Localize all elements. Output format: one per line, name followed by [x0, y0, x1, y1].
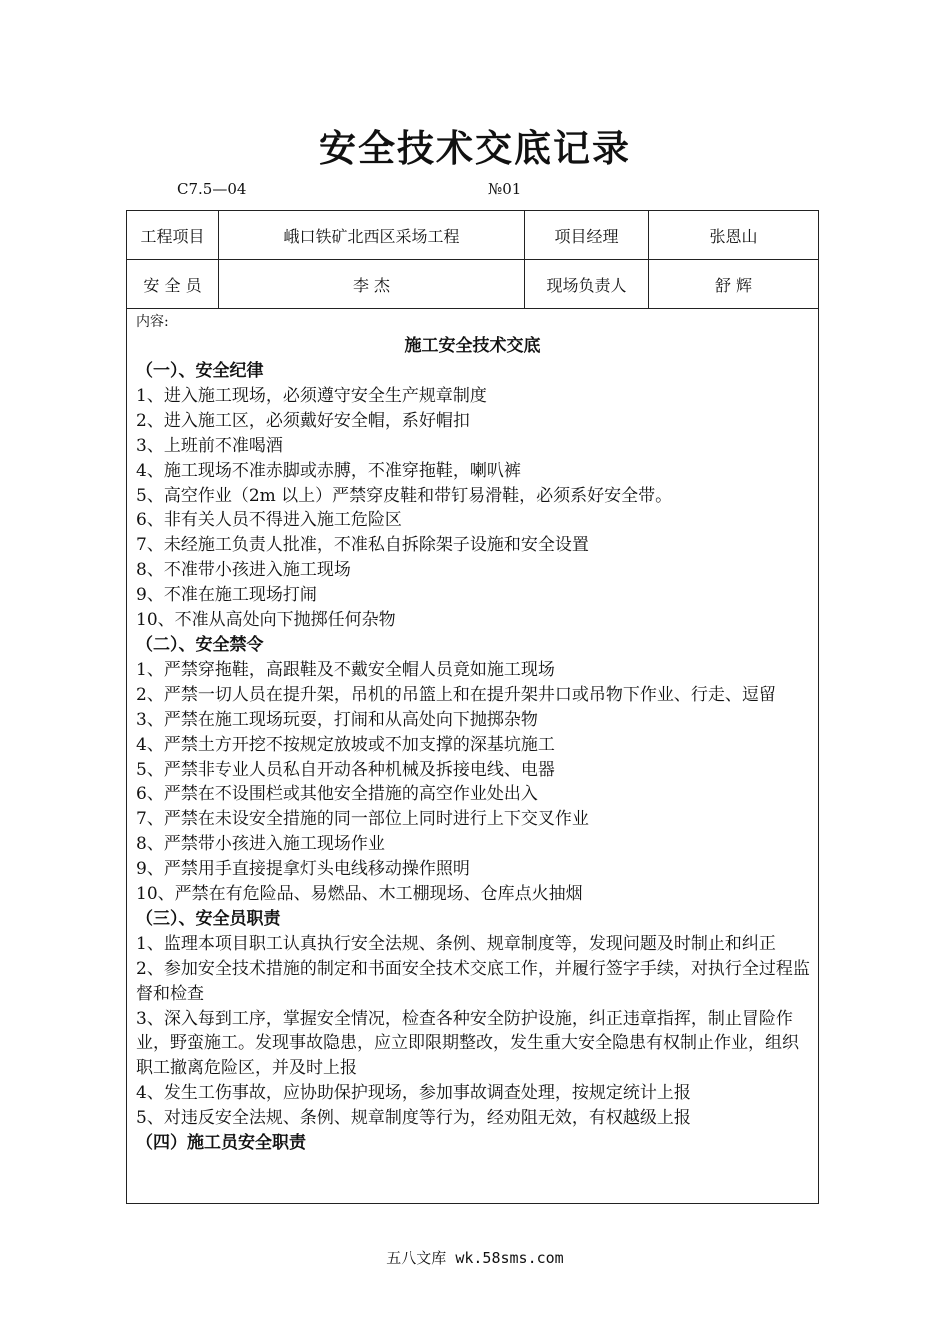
list-item: 3、深入每到工序，掌握安全情况，检查各种安全防护设施，纠正违章指挥，制止冒险作业，野蛮施工。发现事故隐患，应立即限期整改，发生重大安全隐患有权制止作业，组织职工撤离危险区，并及时上报 — [136, 1008, 799, 1079]
list-item: 10、不准从高处向下抛掷任何杂物 — [136, 610, 396, 631]
document-number: №01 — [488, 180, 522, 198]
project-label: 工程项目 — [127, 211, 219, 260]
list-item: 5、严禁非专业人员私自开动各种机械及拆接电线、电器 — [136, 759, 555, 780]
content-subtitle: 施工安全技术交底 — [404, 336, 541, 356]
site-leader-value: 舒 辉 — [649, 260, 819, 309]
list-item: 2、参加安全技术措施的制定和书面安全技术交底工作，并履行签字手续，对执行全过程监督和检查 — [136, 958, 810, 1004]
manager-value: 张恩山 — [649, 211, 819, 260]
list-item: 1、进入施工现场，必须遵守安全生产规章制度 — [136, 385, 487, 406]
info-table — [126, 210, 819, 309]
section-heading: （四）施工员安全职责 — [136, 1133, 306, 1154]
content-label: 内容: — [136, 314, 169, 330]
document-code: C7.5—04 — [177, 180, 247, 198]
section-heading: （三）、安全员职责 — [136, 908, 281, 929]
list-item: 5、高空作业（2m 以上）严禁穿皮鞋和带钉易滑鞋，必须系好安全带。 — [136, 485, 673, 506]
list-item: 1、严禁穿拖鞋，高跟鞋及不戴安全帽人员竟如施工现场 — [136, 659, 555, 680]
list-item: 2、严禁一切人员在提升架，吊机的吊篮上和在提升架井口或吊物下作业、行走、逗留 — [136, 684, 776, 705]
list-item: 4、严禁土方开挖不按规定放坡或不加支撑的深基坑施工 — [136, 734, 555, 755]
safety-officer-label: 安 全 员 — [127, 260, 219, 309]
info-row — [127, 260, 819, 309]
site-leader-label: 现场负责人 — [525, 260, 649, 309]
safety-officer-value: 李 杰 — [219, 260, 525, 309]
list-item: 4、发生工伤事故，应协助保护现场，参加事故调查处理，按规定统计上报 — [136, 1083, 691, 1104]
info-row — [127, 211, 819, 260]
list-item: 6、非有关人员不得进入施工危险区 — [136, 510, 402, 531]
project-value: 峨口铁矿北西区采场工程 — [219, 211, 525, 260]
list-item: 3、严禁在施工现场玩耍，打闹和从高处向下抛掷杂物 — [136, 709, 538, 730]
list-item: 4、施工现场不准赤脚或赤膊，不准穿拖鞋，喇叭裤 — [136, 460, 521, 481]
list-item: 10、严禁在有危险品、易燃品、木工棚现场、仓库点火抽烟 — [136, 884, 583, 905]
list-item: 1、监理本项目职工认真执行安全法规、条例、规章制度等，发现问题及时制止和纠正 — [136, 933, 776, 954]
content-section — [126, 307, 819, 1204]
list-item: 3、上班前不准喝酒 — [136, 435, 283, 456]
list-item: 7、严禁在未设安全措施的同一部位上同时进行上下交叉作业 — [136, 809, 589, 830]
footer-watermark: 五八文库 wk.58sms.com — [386, 1249, 564, 1267]
list-item: 8、不准带小孩进入施工现场 — [136, 560, 351, 581]
section-heading: （二）、安全禁令 — [136, 634, 264, 655]
list-item: 2、进入施工区，必须戴好安全帽，系好帽扣 — [136, 410, 470, 431]
list-item: 9、严禁用手直接提拿灯头电线移动操作照明 — [136, 859, 470, 880]
section-heading: （一）、安全纪律 — [136, 361, 264, 381]
list-item: 6、严禁在不设围栏或其他安全措施的高空作业处出入 — [136, 784, 538, 805]
content-body — [127, 359, 818, 1156]
list-item: 8、严禁带小孩进入施工现场作业 — [136, 834, 385, 855]
document-title: 安全技术交底记录 — [319, 126, 631, 170]
list-item: 5、对违反安全法规、条例、规章制度等行为，经劝阻无效，有权越级上报 — [136, 1108, 691, 1129]
manager-label: 项目经理 — [525, 211, 649, 260]
list-item: 7、未经施工负责人批准，不准私自拆除架子设施和安全设置 — [136, 535, 589, 556]
list-item: 9、不准在施工现场打闹 — [136, 585, 317, 606]
